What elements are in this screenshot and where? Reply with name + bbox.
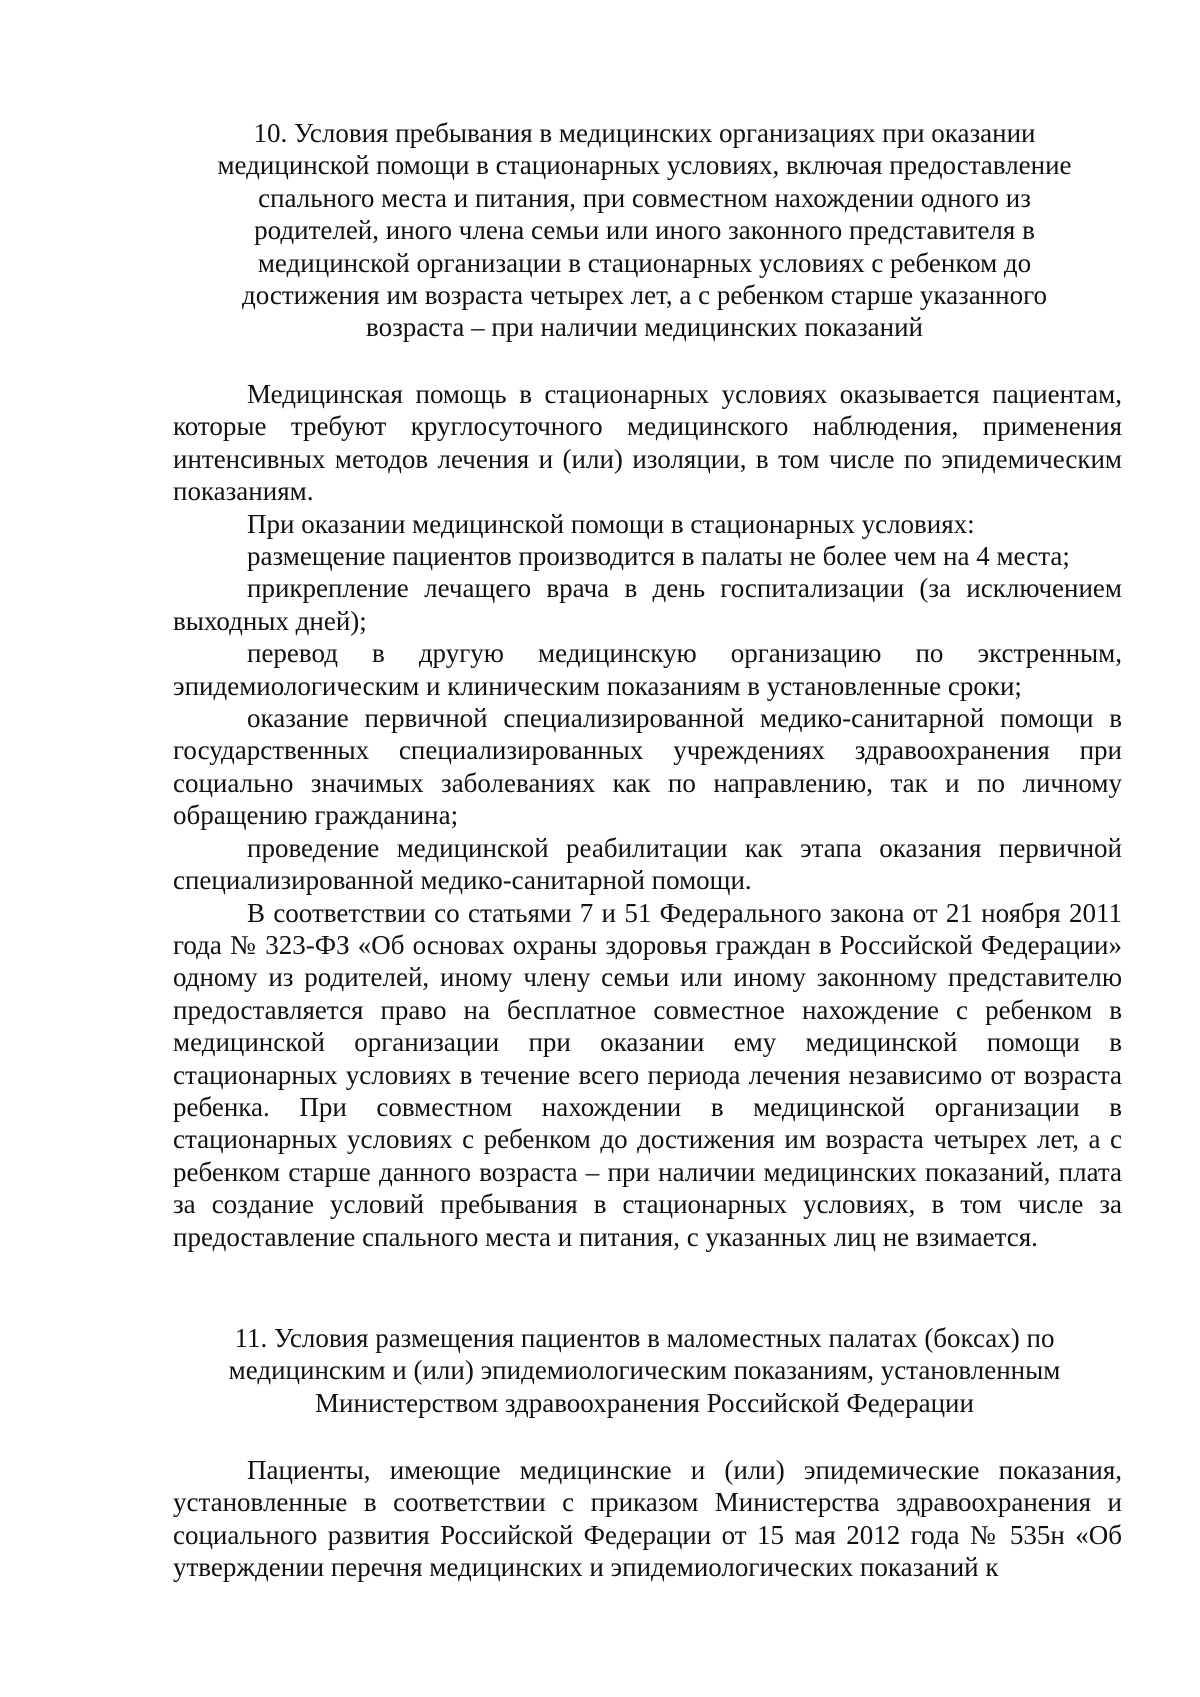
paragraph: перевод в другую медицинскую организацию по экстренным, эпидемиологическим и клиническим показаниям в установленные сроки;: [173, 638, 1122, 701]
paragraph: В соответствии со статьями 7 и 51 Федерального закона от 21 ноября 2011 года № 323-ФЗ «Об основах охраны здоровья граждан в Российской Федерации» одному из родителей, иному члену семьи или иному законному представителю предоставляется право на бесплатное совместное нахождение с ребенком в медицинской организации при оказании ему медицинской помощи в стационарных условиях в течение всего периода лечения независимо от возраста ребенка. При совместном нахождении в медицинской организации в стационарных условиях с ребенком до достижения им возраста четырех лет, а с ребенком старше данного возраста – при наличии медицинских показаний, плата за создание условий пребывания в стационарных условиях, в том числе за предоставление спального места и питания, с указанных лиц не взимается.: [173, 897, 1122, 1252]
heading-line: медицинской помощи в стационарных условиях, включая предоставление: [217, 150, 1072, 181]
paragraph: оказание первичной специализированной медико-санитарной помощи в государственных специализированных учреждениях здравоохранения при социально значимых заболеваниях как по направлению, так и по личному обращению гражданина;: [173, 703, 1122, 831]
paragraph: размещение пациентов производится в палаты не более чем на 4 места;: [247, 541, 1070, 572]
paragraph: При оказании медицинской помощи в стационарных условиях:: [247, 508, 975, 539]
heading-line: достижения им возраста четырех лет, а с ребенком старше указанного: [241, 280, 1048, 311]
heading-line: Министерством здравоохранения Российской Федерации: [315, 1387, 974, 1418]
heading-line: медицинским и (или) эпидемиологическим показаниям, установленным: [228, 1355, 1061, 1386]
heading-line: спального места и питания, при совместном нахождении одного из: [258, 182, 1031, 213]
heading-line: 11. Условия размещения пациентов в маломестных палатах (боксах) по: [234, 1323, 1055, 1353]
paragraph: прикрепление лечащего врача в день госпитализации (за исключением выходных дней);: [173, 573, 1122, 636]
section-10-body: [173, 378, 1122, 1253]
paragraph: Медицинская помощь в стационарных условиях оказывается пациентам, которые требуют круглосуточного медицинского наблюдения, применения интенсивных методов лечения и (или) изоляции, в том числе по эпидемическим показаниям.: [173, 379, 1122, 507]
section-10-heading: [170, 117, 1119, 344]
heading-line: 10. Условия пребывания в медицинских организациях при оказании: [253, 118, 1036, 148]
paragraph: проведение медицинской реабилитации как этапа оказания первичной специализированной медико-санитарной помощи.: [173, 832, 1122, 896]
section-11-heading: [170, 1322, 1119, 1419]
heading-line: родителей, иного члена семьи или иного законного представителя в: [254, 215, 1035, 246]
heading-line: медицинской организации в стационарных условиях с ребенком до: [257, 247, 1032, 278]
heading-line: возраста – при наличии медицинских показаний: [366, 312, 923, 343]
paragraph: Пациенты, имеющие медицинские и (или) эпидемические показания, установленные в соответствии с приказом Министерства здравоохранения и социального развития Российской Федерации от 15 мая 2012 года № 535н «Об утверждении перечня медицинских и эпидемиологических показаний к: [173, 1455, 1122, 1583]
section-11-body: [173, 1454, 1122, 1584]
